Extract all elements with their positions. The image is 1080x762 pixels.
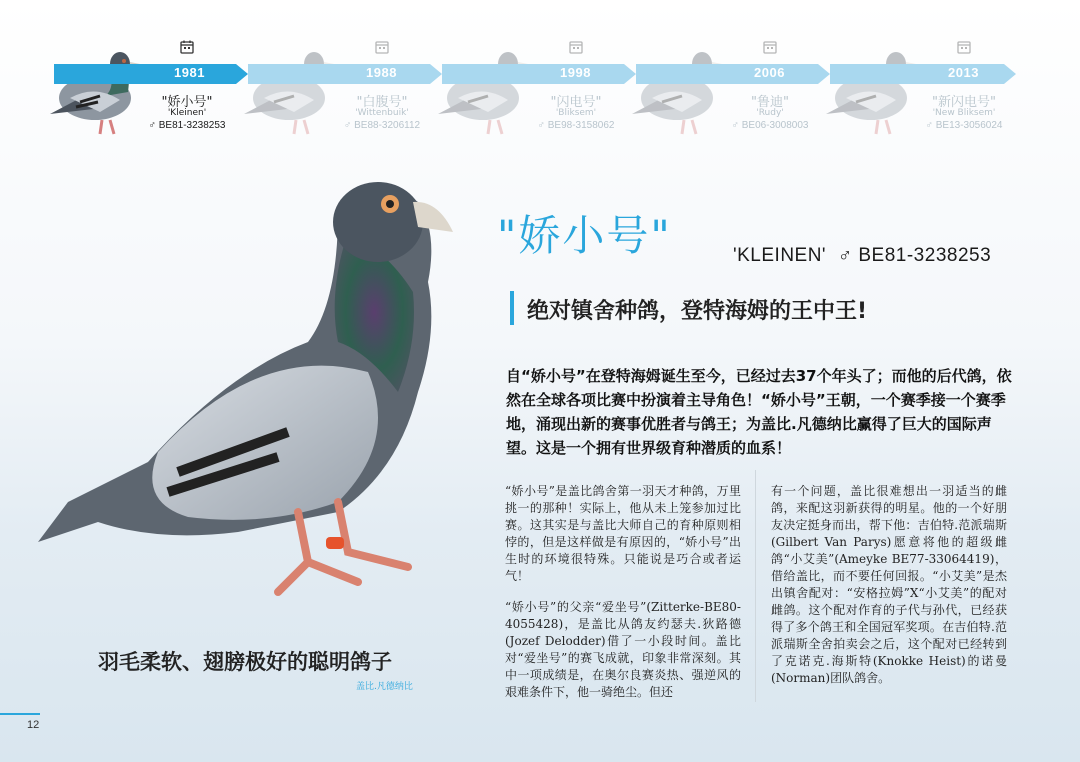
timeline-ring: ♂ BE81-3238253	[148, 120, 226, 131]
body-paragraph: 有一个问题，盖比很难想出一羽适当的雌鸽，来配这羽新获得的明星。他的一个好朋友决定挺身而出，帮下他：吉伯特.范派瑞斯(Gilbert Van Parys)愿意将他的超级雌鸽“小艾美”(Ameyke BE77-33064419)，借给盖比，而不要任何回报。“小艾美”是杰出镇舍配对：“安格拉姆”X“小艾美”的配对雌鸽。这个配对作育的子代与孙代，已经获得了多个鸽王和全国冠军奖项。在吉伯特.范派瑞斯全舍拍卖会之后，这个配对已经转到了克诺克.海斯特(Knokke Heist)的诺曼(Norman)团队鸽舍。	[771, 484, 1007, 685]
calendar-icon	[569, 40, 583, 54]
timeline-year-1998	[442, 64, 636, 84]
male-icon: ♂	[731, 120, 742, 131]
body-paragraph: “娇小号”是盖比鸽舍第一羽天才种鸽，万里挑一的那种！实际上，他从未上笼参加过比赛。这其实是与盖比大师自己的育种原则相悖的，但是这样做是有原因的，“娇小号”出生时的环境很特殊。只能说是巧合或者运气！	[505, 484, 741, 583]
page-title: "娇小号"	[497, 211, 672, 260]
male-icon: ♂	[343, 120, 355, 131]
subhead-accent-bar	[510, 291, 514, 325]
timeline-ring: ♂ BE98-3158062	[537, 120, 615, 131]
subheading: 绝对镇舍种鸽，登特海姆的王中王!	[527, 299, 868, 324]
timeline-ring: ♂ BE06-3008003	[731, 120, 809, 131]
timeline-ring: ♂ BE13-3056024	[925, 120, 1003, 131]
timeline-year-label: 1998	[560, 65, 591, 80]
ring-number: BE81-3238253	[858, 245, 992, 266]
body-column-1	[505, 483, 741, 715]
page-number-rule	[0, 713, 40, 715]
timeline-year-label: 1988	[366, 65, 397, 80]
timeline-year-label: 2013	[948, 65, 979, 80]
pedigree-timeline	[0, 0, 1080, 150]
timeline-year-label: 1981	[174, 65, 205, 80]
lead-paragraph: 自“娇小号”在登特海姆诞生至今，已经过去37个年头了；而他的后代鸽，依然在全球各项比赛中扮演着主导角色！“娇小号”王朝，一个赛季接一个赛季地，涌现出新的赛事优胜者与鸽王；为盖比.凡德纳比赢得了巨大的国际声望。这是一个拥有世界级育种潜质的血系！	[506, 367, 1012, 457]
body-paragraph: “娇小号”的父亲“爱坐号”(Zitterke-BE80-4055428)，是盖比从鸽友约瑟夫.狄路德(Jozef Delodder)借了一小段时间。盖比对“爱坐号”的赛飞成就，印象非常深刻。其中一项成绩是，在奥尔良赛炎热、强逆风的艰难条件下，他一骑绝尘。但还	[505, 600, 741, 699]
calendar-icon	[180, 40, 194, 54]
timeline-eng-name: 'Rudy'	[756, 108, 784, 118]
timeline-name: "闪电号"	[550, 95, 602, 110]
male-icon: ♂	[537, 120, 548, 131]
calendar-icon	[375, 40, 389, 54]
photo-caption: 羽毛柔软、翅膀极好的聪明鸽子	[98, 650, 392, 674]
male-icon: ♂	[925, 120, 936, 131]
timeline-name: "白腹号"	[356, 95, 408, 110]
photo-credit: 盖比.凡德纳比	[356, 682, 413, 692]
english-name: 'KLEINEN'	[733, 245, 827, 266]
title-english	[733, 245, 991, 267]
timeline-year-1981	[54, 64, 248, 84]
calendar-icon	[957, 40, 971, 54]
timeline-eng-name: 'Kleinen'	[167, 108, 207, 118]
timeline-year-2006	[636, 64, 830, 84]
male-icon: ♂	[837, 245, 853, 266]
timeline-year-2013	[830, 64, 1024, 84]
timeline-name: "娇小号"	[161, 95, 213, 110]
timeline-ring: ♂ BE88-3206112	[343, 120, 421, 131]
timeline-eng-name: 'New Bliksem'	[932, 108, 996, 118]
column-divider	[755, 470, 756, 702]
timeline-eng-name: 'Wittenbuik'	[355, 108, 409, 118]
pigeon-main-photo	[38, 172, 478, 612]
page-number: 12	[27, 719, 40, 731]
timeline-year-label: 2006	[754, 65, 785, 80]
calendar-icon	[763, 40, 777, 54]
timeline-name: "鲁迪"	[751, 95, 789, 110]
body-column-2	[771, 483, 1007, 701]
male-icon: ♂	[148, 120, 159, 131]
timeline-eng-name: 'Bliksem'	[555, 108, 597, 118]
timeline-year-1988	[248, 64, 442, 84]
timeline-name: "新闪电号"	[932, 95, 996, 110]
